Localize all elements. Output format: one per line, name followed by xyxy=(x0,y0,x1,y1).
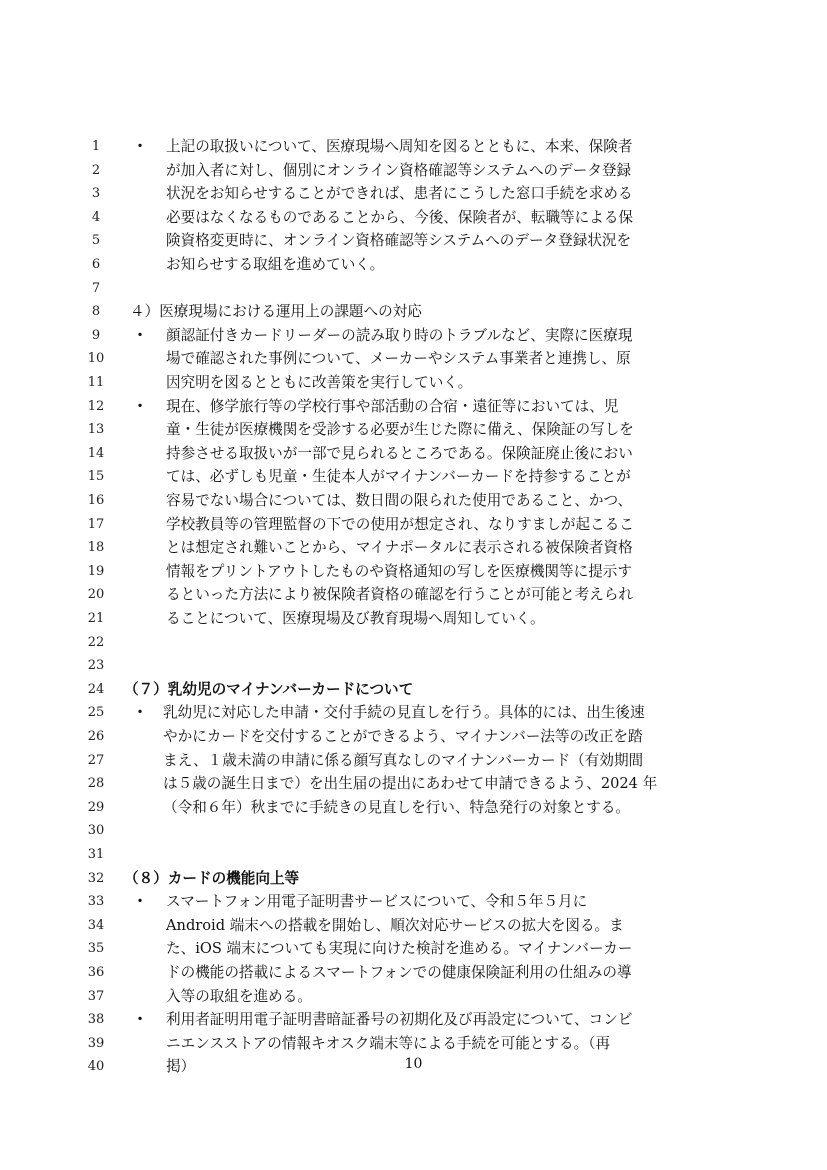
document-line xyxy=(0,536,827,560)
line-number: 28 xyxy=(87,776,105,792)
line-number: 16 xyxy=(87,493,105,508)
bullet-mark: ・ xyxy=(132,397,148,415)
bullet-mark: ・ xyxy=(132,1011,148,1029)
document-line xyxy=(0,371,827,395)
line-number: 11 xyxy=(87,375,105,390)
line-text: （令和６年）秋までに手続きの見直しを行い、特急発行の対象とする。 xyxy=(163,798,631,816)
line-number: 25 xyxy=(87,705,105,721)
document-line xyxy=(0,513,827,537)
line-text: 乳幼児に対応した申請・交付手続の見直しを行う。具体的には、出生後速 xyxy=(163,704,645,722)
line-number: 14 xyxy=(87,445,105,461)
line-number: 1 xyxy=(91,139,101,154)
line-number: 38 xyxy=(87,1012,105,1028)
line-text: Android 端末への搭載を開始し、順次対応サービスの拡大を図る。ま xyxy=(166,916,624,934)
line-text: 因究明を図るとともに改善策を実行していく。 xyxy=(166,374,473,391)
line-number: 39 xyxy=(87,1035,105,1051)
document-line xyxy=(0,253,827,277)
document-line xyxy=(0,395,827,419)
line-number: 10 xyxy=(87,351,105,367)
line-number: 17 xyxy=(87,516,105,532)
document-line xyxy=(0,229,827,253)
line-text: お知らせする取組を進めていく。 xyxy=(166,256,385,273)
line-number: 27 xyxy=(87,752,105,768)
document-line xyxy=(0,843,827,867)
document-line xyxy=(0,135,827,159)
line-number: 9 xyxy=(91,327,101,343)
line-number: 15 xyxy=(87,469,105,485)
document-line xyxy=(0,749,827,773)
bullet-mark: ・ xyxy=(132,138,148,155)
line-text: 情報をプリントアウトしたものや資格通知の写しを医療機関等に提示す xyxy=(166,562,632,580)
line-text: は５歳の誕生日まで）を出生届の提出にあわせて申請できるよう、2024 年 xyxy=(163,775,658,793)
line-text: 掲） xyxy=(166,1058,196,1076)
line-number: 19 xyxy=(87,563,105,579)
document-line xyxy=(0,277,827,301)
line-number: 2 xyxy=(91,162,101,178)
document-line xyxy=(0,772,827,796)
line-number: 31 xyxy=(87,847,105,862)
line-number: 12 xyxy=(87,398,105,414)
line-text: 場で確認された事例について、メーカーやシステム事業者と連携し、原 xyxy=(166,350,631,368)
line-text: 学校教員等の管理監督の下での使用が想定され、なりすましが起こるこ xyxy=(166,515,634,533)
line-text: が加入者に対し、個別にオンライン資格確認等システムへのデータ登録 xyxy=(166,161,632,179)
line-number: 35 xyxy=(87,941,105,957)
line-text: ては、必ずしも児童・生徒本人がマイナンバーカードを持参することが xyxy=(166,468,631,486)
line-number: 22 xyxy=(87,634,105,650)
document-line xyxy=(0,159,827,183)
line-text: 顔認証付きカードリーダーの読み取り時のトラブルなど、実際に医療現 xyxy=(166,326,633,344)
document-line xyxy=(0,725,827,749)
line-text: 容易でない場合については、数日間の限られた使用であること、かつ、 xyxy=(166,492,633,509)
document-line xyxy=(0,560,827,584)
line-text: 利用者証明用電子証明書暗証番号の初期化及び再設定について、コンビ xyxy=(166,1011,633,1029)
document-line xyxy=(0,985,827,1009)
line-number: 37 xyxy=(87,988,105,1004)
line-number: 40 xyxy=(87,1059,105,1075)
document-line xyxy=(0,937,827,961)
document-line xyxy=(0,489,827,513)
line-number: 33 xyxy=(87,894,105,910)
line-number: 18 xyxy=(87,540,105,556)
line-number: 36 xyxy=(87,965,105,980)
document-line xyxy=(0,347,827,371)
line-text: 童・生徒が医療機関を受診する必要が生じた際に備え、保険証の写しを xyxy=(166,421,634,439)
line-number: 29 xyxy=(87,799,105,815)
page-number: 10 xyxy=(404,1056,423,1072)
line-text: 必要はなくなるものであることから、今後、保険者が、転職等による保 xyxy=(166,208,634,226)
document-line xyxy=(0,206,827,230)
section-heading: （７）乳幼児のマイナンバーカードについて xyxy=(124,680,414,698)
document-line xyxy=(0,890,827,914)
document-line xyxy=(0,631,827,655)
document-line xyxy=(0,182,827,206)
line-text: た、iOS 端末についても実現に向けた検討を進める。マイナンバーカー xyxy=(166,940,633,958)
document-line xyxy=(0,418,827,442)
line-number: 13 xyxy=(87,422,105,438)
document-line xyxy=(0,442,827,466)
line-number: 4 xyxy=(91,209,101,225)
line-text: 現在、修学旅行等の学校行事や部活動の合宿・遠征等においては、児 xyxy=(166,397,619,415)
line-text: 険資格変更時に、オンライン資格確認等システムへのデータ登録状況を xyxy=(166,232,632,250)
document-line xyxy=(0,678,827,702)
line-number: 5 xyxy=(91,233,101,249)
document-line xyxy=(0,465,827,489)
line-number: 30 xyxy=(87,823,105,839)
line-number: 34 xyxy=(87,917,105,933)
line-text: 入等の取組を進める。 xyxy=(166,987,312,1005)
line-text: とは想定され難いことから、マイナポータルに表示される被保険者資格 xyxy=(166,539,633,557)
line-number: 6 xyxy=(91,257,101,272)
line-text: やかにカードを交付することができるよう、マイナンバー法等の改正を踏 xyxy=(163,728,643,745)
document-line xyxy=(0,819,827,843)
line-text: るといった方法により被保険者資格の確認を行うことが可能と考えられ xyxy=(166,586,634,604)
line-text: 上記の取扱いについて、医療現場へ周知を図るとともに、本来、保険者 xyxy=(166,138,633,155)
document-line xyxy=(0,796,827,820)
document-line xyxy=(0,961,827,985)
line-number: 21 xyxy=(87,611,105,626)
line-text: ドの機能の搭載によるスマートフォンでの健康保険証利用の仕組みの導 xyxy=(166,964,632,981)
line-number: 26 xyxy=(87,729,105,744)
document-line xyxy=(0,324,827,348)
line-number: 8 xyxy=(91,304,101,320)
document-line xyxy=(0,914,827,938)
line-number: 7 xyxy=(91,280,101,296)
document-line xyxy=(0,300,827,324)
bullet-mark: ・ xyxy=(132,893,148,911)
line-text: 状況をお知らせすることができれば、患者にこうした窓口手続を求める xyxy=(166,185,633,203)
line-text: ることについて、医療現場及び教育現場へ周知していく。 xyxy=(166,610,545,627)
document-line xyxy=(0,607,827,631)
line-text: まえ、１歳未満の申請に係る顔写真なしのマイナンバーカード（有効期間 xyxy=(163,751,644,769)
line-text: ニエンスストアの情報キオスク端末等による手続を可能とする。（再 xyxy=(166,1034,611,1052)
line-number: 20 xyxy=(87,587,105,603)
document-line xyxy=(0,701,827,725)
line-text: 持参させる取扱いが一部で見られるところである。保険証廃止後におい xyxy=(166,444,633,462)
document-line xyxy=(0,867,827,891)
line-number: 23 xyxy=(87,658,105,674)
document-line xyxy=(0,654,827,678)
line-text: スマートフォン用電子証明書サービスについて、令和５年５月に xyxy=(166,893,588,911)
document-line xyxy=(0,583,827,607)
bullet-mark: ・ xyxy=(132,326,148,344)
line-number: 3 xyxy=(91,186,101,202)
document-line xyxy=(0,1008,827,1032)
line-text: ４）医療現場における運用上の課題への対応 xyxy=(130,303,422,321)
line-number: 24 xyxy=(87,681,105,697)
line-number: 32 xyxy=(87,870,105,886)
section-heading: （８）カードの機能向上等 xyxy=(124,869,300,887)
bullet-mark: ・ xyxy=(132,704,148,722)
